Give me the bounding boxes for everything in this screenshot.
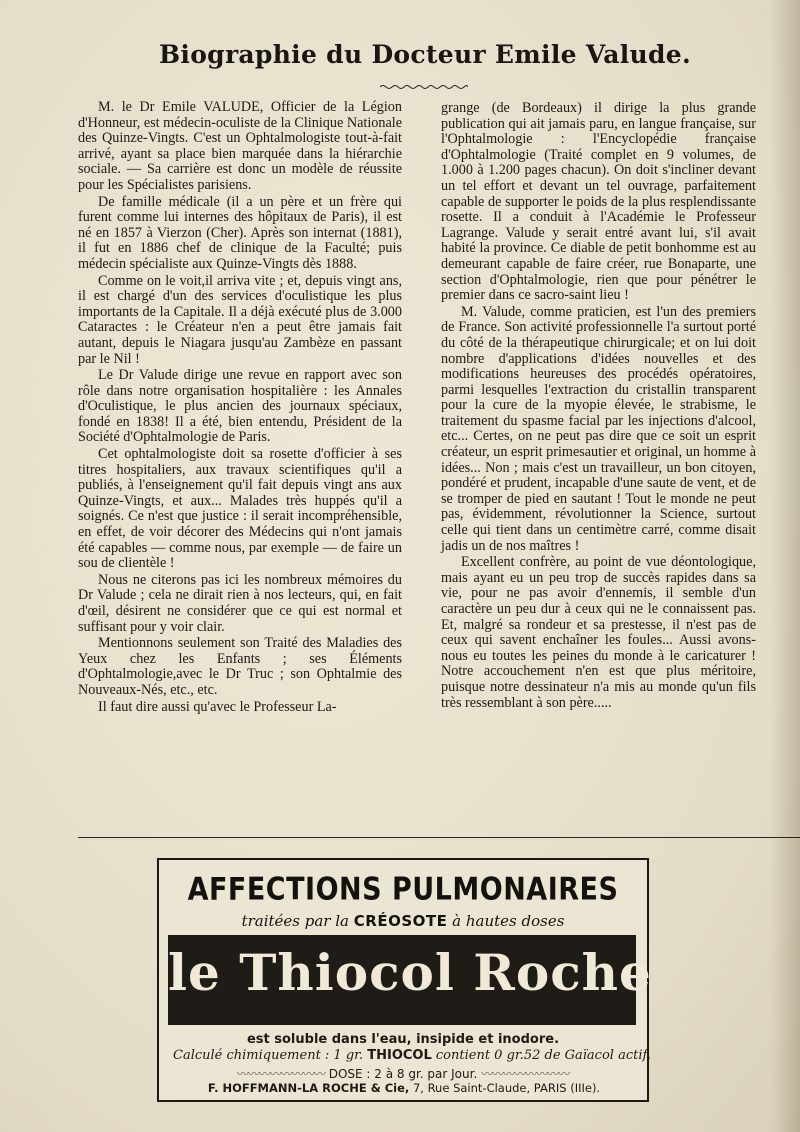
ad-dosage-ornament-left: 〰〰〰〰〰〰〰〰	[236, 1067, 325, 1081]
ad-composition	[173, 1048, 651, 1063]
ad-headline: AFFECTIONS PULMONAIRES	[187, 871, 619, 908]
article-paragraph: grange (de Bordeaux) il dirige la plus grande publication qui ait jamais paru, en langue française, sur l'Ophtalmologie : l'Encyclopédie française d'Ophtalmologie (Traité complet en 9 volumes, de 1.000 à 1.200 pages chacun). On doit s'incliner devant un tel effort et devant un tel ouvrage, parfaitement capable de supporter le poids de la plus resplendissante rosette. Il a conduit à l'Académie le Professeur Lagrange. Valude y serait entré avant lui, s'il avait habité la province. Ce diable de petit bonhomme est au demeurant capable de faire créer, rue Bonaparte, une section d'Ophtalmologie, rien que pour pénétrer le premier dans ce sacro-saint lieu !	[441, 100, 756, 304]
ad-subline-suffix: à hautes doses	[452, 912, 565, 930]
article-paragraph: M. le Dr Emile VALUDE, Officier de la Légion d'Honneur, est médecin-oculiste de la Clinique Nationale des Quinze-Vingts. C'est un Ophtalmologiste tout-à-fait arrivé, ayant sa place bien marquée dans la hiérarchie sociale. — Sa carrière est donc un modèle de réussite pour les Spécialistes parisiens.	[78, 99, 402, 193]
section-divider	[78, 837, 800, 838]
article-paragraph: Il faut dire aussi qu'avec le Professeur La-	[98, 698, 337, 715]
ad-subline-prefix: traitées par la	[241, 912, 349, 930]
ad-dosage-text: DOSE : 2 à 8 gr. par Jour.	[328, 1067, 478, 1081]
advertisement	[157, 858, 652, 1102]
article-paragraph: Excellent confrère, au point de vue déontologique, mais ayant eu un peu trop de succès rapides dans sa vie, pour ne pas avoir d'ennemis, il semble d'un caractère un peu dur à ceux qui ne le connaissent pas. Et, malgré sa rondeur et sa prestesse, il n'est pas de ceux qui savent enchaîner les foules... Aussi avons-nous eu toutes les peines du monde à le caricaturer ! Notre accouchement n'en est que plus méritoire, puisque notre dessinateur n'a mis au monde qu'un fils très ressemblant à son père.....	[441, 554, 756, 711]
article-paragraph: Cet ophtalmologiste doit sa rosette d'officier à ses titres hospitaliers, aux travaux scientifiques qu'il a publiés, à l'enseignement qu'il fait depuis vingt ans aux Quinze-Vingts, et aux... Malades très huppés qu'il a soignés. Ce n'est que justice : il serait incompréhensible, en effet, de voir décorer des Médecins qui n'ont jamais été capables — comme nous, par exemple — de faire un sou de clientèle !	[78, 446, 402, 572]
ad-company	[171, 1081, 637, 1095]
article-paragraph: M. Valude, comme praticien, est l'un des premiers de France. Son activité professionnelle l'a surtout porté du côté de la thérapeutique chirurgicale; et on lui doit nombre d'applications d'idées nouvelles et des modifications heureuses des procédés opératoires, parmi lesquelles l'extraction du cristallin transparent pour la cure de la myopie élevée, le strabisme, le traitement du spasme facial par les injections d'alcool, etc... Certes, on ne peut pas dire que ce soit un esprit créateur, un esprit primesautier et original, un homme à idées... Non ; mais c'est un travailleur, un bon citoyen, pondéré et prudent, incapable d'une saute de vent, et de se tromper de pied en sautant ! Tout le monde ne peut pas, évidemment, révolutionner la Science, surtout celle qui tient dans un centimètre carré, comme disait jadis un de nos maîtres !	[441, 303, 756, 554]
ad-brand-name: le Thiocol Roche	[168, 943, 652, 1002]
ad-composition-product: THIOCOL	[367, 1048, 432, 1063]
ad-description: est soluble dans l'eau, insipide et inodore.	[246, 1032, 560, 1047]
ad-composition-suffix: contient 0 gr.52 de Gaïacol actif.	[435, 1048, 651, 1063]
page-edge-shadow	[770, 0, 800, 1132]
ad-company-name: F. HOFFMANN-LA ROCHE & Cie,	[207, 1081, 410, 1095]
ad-dosage	[173, 1065, 633, 1082]
ad-subline-product: CRÉOSOTE	[353, 912, 448, 930]
ad-composition-prefix: Calculé chimiquement : 1 gr.	[173, 1048, 364, 1063]
ad-dosage-ornament-right: 〰〰〰〰〰〰〰〰	[481, 1067, 570, 1081]
title-ornament	[380, 84, 468, 90]
ad-subline	[159, 912, 647, 930]
article-title: Biographie du Docteur Emile Valude.	[158, 40, 692, 69]
article-paragraph: Mentionnons seulement son Traité des Maladies des Yeux chez les Enfants ; ses Éléments d'Ophtalmologie,avec le Dr Truc ; son Ophtalmie des Nouveaux-Nés, etc., etc.	[78, 635, 402, 698]
article-paragraph: De famille médicale (il a un père et un frère qui furent comme lui internes des hôpitaux de Paris), il est né en 1857 à Vierzon (Cher). Après son internat (1881), il fut en 1886 chef de clinique de la Faculté; puis médecin spécialiste aux Quinze-Vingts dès 1888.	[78, 193, 402, 272]
article-paragraph: Nous ne citerons pas ici les nombreux mémoires du Dr Valude ; cela ne dirait rien à nos lecteurs, qui, en fait d'œil, désirent ne considérer que ce qui est normal et suffisant pour y voir clair.	[78, 571, 402, 635]
article-paragraph: Le Dr Valude dirige une revue en rapport avec son rôle dans notre organisation hospitalière : les Annales d'Oculistique, le plus ancien des journaux spéciaux, fondé en 1838! Il a été, bien entendu, Président de la Société d'Ophtalmologie de Paris.	[78, 367, 402, 446]
article-column-right	[441, 101, 756, 712]
article-column-left	[78, 100, 402, 716]
ad-brand-banner	[168, 935, 652, 1025]
ad-company-address: 7, Rue Saint-Claude, PARIS (IIIe).	[412, 1081, 601, 1095]
article-paragraph: Comme on le voit,il arriva vite ; et, depuis vingt ans, il est chargé d'un des services d'oculistique les plus importants de la Capitale. Il a déjà exécuté plus de 3.000 Cataractes : le Créateur n'en a peut être jamais fait autant, depuis le Niagara jusqu'au Zambèze en passant par le Nil !	[78, 272, 402, 367]
